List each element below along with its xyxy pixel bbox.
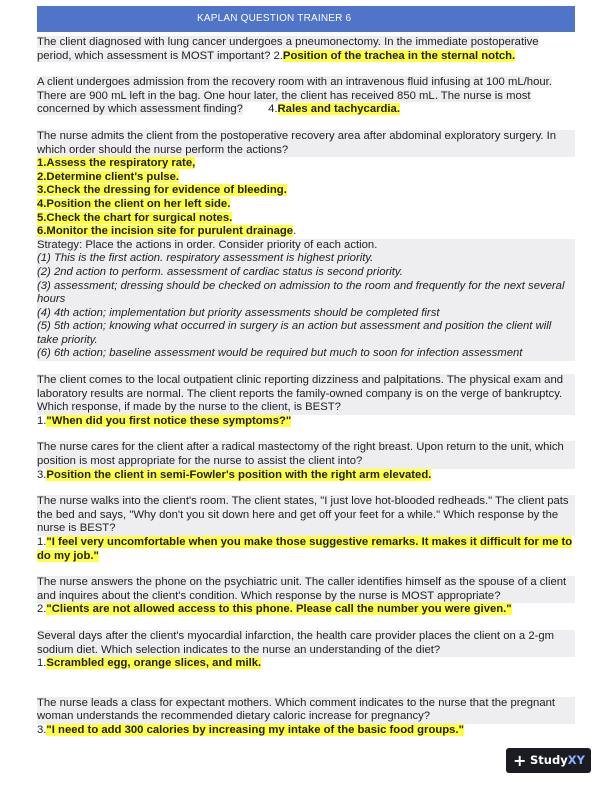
header-title: KAPLAN QUESTION TRAINER 6	[197, 13, 352, 24]
order-step: 2.Determine client's pulse.	[37, 170, 180, 183]
plus-icon: +	[513, 751, 527, 770]
question-8	[37, 630, 575, 671]
question-stem: The nurse answers the phone on the psychiatric unit. The caller identifies himself as the spouse of a client and inquires about the client's condition. Which response by the nurse is MOST appropriate?	[37, 576, 575, 603]
question-9	[37, 697, 575, 738]
answer-number: 4.	[268, 103, 278, 116]
question-stem: The nurse admits the client from the postoperative recovery area after abdominal exploratory surgery. In which order should the nurse perform the actions?	[37, 130, 575, 157]
rationale-note: (1) This is the first action. respiratory assessment is highest priority.	[37, 252, 575, 266]
document-body	[37, 36, 575, 751]
question-1	[37, 36, 575, 63]
answer-text: Position of the trachea in the sternal notch.	[282, 49, 516, 62]
question-6	[37, 495, 575, 563]
order-step: 6.Monitor the incision site for purulent drainage	[37, 225, 294, 238]
question-3	[37, 130, 575, 361]
rationale-note: (3) assessment; dressing should be checked on admission to the room and frequently for the next several hours	[37, 280, 575, 307]
question-stem: Several days after the client's myocardial infarction, the health care provider places the client on a 2-gm sodium diet. Which selection indicates to the nurse an understanding of the diet?	[37, 630, 575, 657]
question-5	[37, 441, 575, 482]
answer-number: 3.	[37, 468, 47, 481]
question-stem: The client diagnosed with lung cancer undergoes a pneumonectomy. In the immediate postoperative period, which assessment is MOST important?	[37, 36, 539, 62]
order-step: 1.Assess the respiratory rate,	[37, 157, 196, 170]
strategy-text: Strategy: Place the actions in order. Consider priority of each action.	[37, 239, 575, 253]
header-banner	[37, 6, 575, 32]
answer-number: 1.	[37, 536, 47, 548]
order-step: 3.Check the dressing for evidence of bleeding.	[37, 184, 287, 197]
question-4	[37, 374, 575, 428]
studyxy-logo	[506, 748, 591, 773]
answer-number: 1.	[37, 414, 47, 427]
answer-number: 3.	[37, 723, 47, 736]
answer-number: 2.	[270, 49, 283, 62]
order-step-period: .	[293, 225, 297, 238]
answer-text: Position the client in semi-Fowler's position with the right arm elevated.	[46, 468, 432, 481]
question-stem: A client undergoes admission from the recovery room with an intravenous fluid infusing at 100 mL/hour. There are 900 mL left in the bag. One hour later, the client has received 850 mL. The nurse is most concerned by which assessment finding?	[37, 76, 552, 116]
question-stem: The client comes to the local outpatient clinic reporting dizziness and palpitations. The physical exam and laboratory results are normal. The client reports the family-owned company is on the verge of bankruptcy. Which response, if made by the nurse to the client, is BEST?	[37, 374, 575, 415]
answer-text: Rales and tachycardia.	[277, 103, 400, 116]
question-2	[37, 76, 575, 117]
order-step: 5.Check the chart for surgical notes.	[37, 211, 233, 224]
answer-text: Scrambled egg, orange slices, and milk.	[46, 657, 262, 670]
question-stem: The nurse leads a class for expectant mothers. Which comment indicates to the nurse that the pregnant woman understands the recommended dietary caloric increase for pregnancy?	[37, 697, 575, 724]
answer-number: 1.	[37, 657, 47, 670]
answer-text: "I feel very uncomfortable when you make those suggestive remarks. It makes it difficult for me to do my job."	[37, 536, 573, 562]
answer-text: "When did you first notice these symptoms?"	[46, 414, 292, 427]
question-stem: The nurse walks into the client's room. The client states, "I just love hot-blooded redheads." The client pats the bed and says, "Why don't you sit down here and get off your feet for a while." Which response by the nurse is BEST?	[37, 495, 575, 536]
rationale-note: (4) 4th action; implementation but priority assessments should be completed first	[37, 307, 575, 321]
rationale-note: (2) 2nd action to perform. assessment of cardiac status is second priority.	[37, 266, 575, 280]
rationale-note: (6) 6th action; baseline assessment would be required but much to soon for infection assessment	[37, 347, 575, 361]
logo-text: StudyXY	[530, 753, 585, 767]
rationale-note: (5) 5th action; knowing what occurred in surgery is an action but assessment and position the client will take priority.	[37, 320, 575, 347]
order-step: 4.Position the client on her left side.	[37, 197, 231, 210]
answer-text: "Clients are not allowed access to this phone. Please call the number you were given."	[46, 603, 512, 616]
answer-number: 2.	[37, 603, 47, 616]
answer-text: "I need to add 300 calories by increasing my intake of the basic food groups."	[46, 723, 464, 736]
question-stem: The nurse cares for the client after a radical mastectomy of the right breast. Upon return to the unit, which position is most appropriate for the nurse to assist the client into?	[37, 441, 575, 468]
question-7	[37, 576, 575, 617]
